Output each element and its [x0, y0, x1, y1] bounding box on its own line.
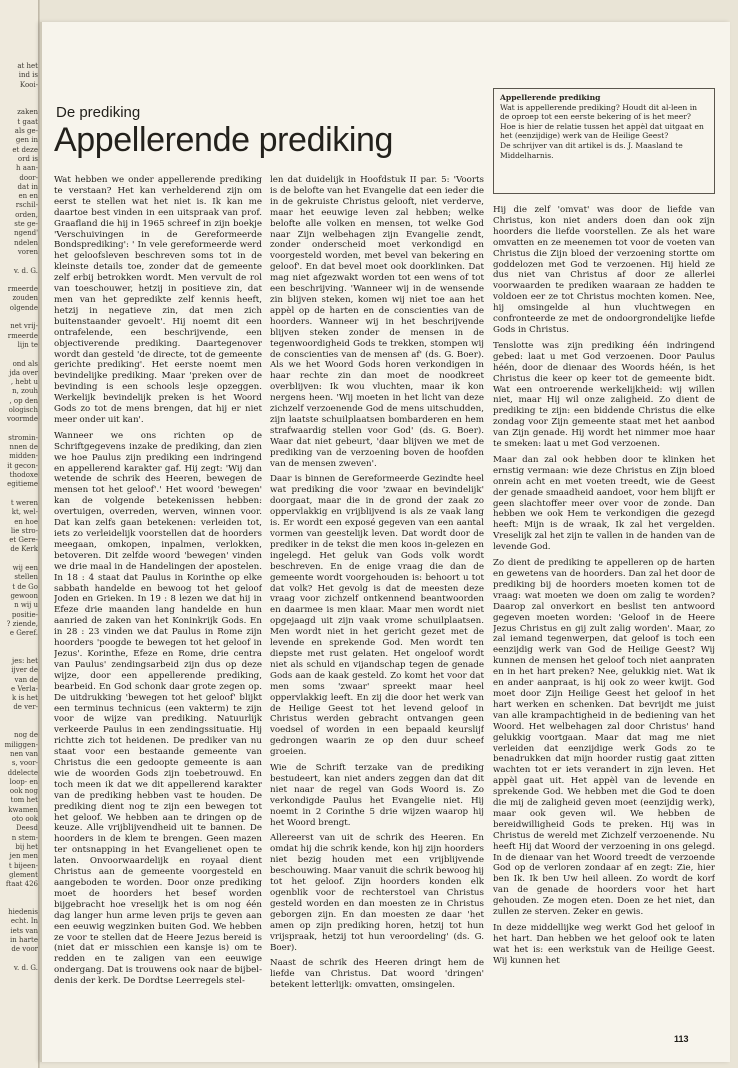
previous-page-edge — [0, 0, 40, 1068]
article-column-1 — [54, 175, 262, 1055]
page-gutter — [40, 22, 42, 1062]
article-infobox — [493, 88, 715, 194]
article-column-3 — [493, 205, 715, 1005]
paragraph: Zo dient de prediking te appelleren op de harten en gewetens van de hoorders. Dan zal het door de prediking bij de hoorders moeten komen tot de vraag: wat moeten we doen om zalig te worden? Daarop zal onverkort en beslist ten antwoord gegeven moeten worden: 'Geloof in de Heere Jezus Christus en gij zult zalig worden'. Maar, zo zal iemand tegenwerpen, dat geloof is toch een eenzijdig werk van God de Heilige Geest? Wij kunnen de mensen het geloof toch niet aanpraten en in het hart preken? Nee, gelukkig niet. Wat ik en ander aanpraat, is hij ook zo weer kwijt. God moet door Zijn Heilige Geest het geloof in het hart werken en schenken. Dat bevrijdt me juist van alle krampachtigheid in de bediening van het Woord. Het welbehagen zal door Christus' hand gelukkig voortgaan. Maar dat mag me niet verleiden dat eenzijdige werk Gods zo te benadrukken dat mijn hoorder rustig gaat zitten wachten tot er iets verandert in zijn leven. Het appèl gaat uit. Het appèl van de levende en sprekende God. We hebben met die God te doen die mij de zaligheid geven moet (eenzijdig werk), maar ook geven wil. We hebben de bereidwilligheid Gods te preken. Hij was in Christus de wereld met Zichzelf verzoenende. Nu heeft Hij dat Woord der verzoening in ons gelegd. In de dienaar van het Woord treedt de verzoende God op de verloren zondaar af en zegt: Zie, hier ben Ik. Ik ben Uw heil alleen. Zo wordt de korf van de genade de hoorders voor het hart gehouden. Ze mogen eten. Doen ze het niet, dan zullen ze sterven. Zeker en gewis. — [493, 558, 715, 918]
paragraph: Wat hebben we onder appellerende prediking te verstaan? Het kan verhelderend zijn om eerst te stellen wat het niet is. Ik kan me daartoe best vinden in een uitspraak van prof. Graafland die hij in 1965 schreef in zijn boekje 'Verschuivingen in de Gereformeerde Bondsprediking': ' In vele gereformeerde werd het geloofsleven beschreven soms tot in de kleinste details toe, zonder dat de gemeente zelf erbij betrokken wordt. Men vervult de rol van toeschouwer, hetzij in positieve zin, dat men van het gepredikte zelf kennis heeft, hetzij in negatieve zin, dat men zich buitenstaander gevoelt'. Hij noemt dit een ontrafelende, een beschrijvende, een objectiverende prediking. Daartegenover wordt dan gesteld 'de directe, tot de gemeente gerichte prediking'. Het eerste noemt men bevindelijke prediking. Maar 'preken over de bevinding is een schools lesje opzeggen. Werkelijk bevindelijk preken is het Woord Gods zo tot de mens brengen, dat hij er niet meer onder uit kan'. — [54, 175, 262, 425]
magazine-page — [40, 22, 730, 1062]
paragraph: Daar is binnen de Gereformeerde Gezindte heel wat prediking die voor 'zwaar en bevindelijk' doorgaat, maar die in de grond der zaak zo oppervlakkig en vrijblijvend is als ze vaak lang is. Er wordt een exposé gegeven van een aantal vormen van geestelijk leven. Dat wordt door de prediker in de tekst die men koos in-gelezen en ingelegd. Het geluk van Gods volk wordt beschreven. En de enige vraag die dan de gemeente wordt voorgehouden is: behoort u tot dat volk? Het gevolg is dat de meesten deze vraag voor zichzelf ontkennend beantwoorden en daarmee is men klaar. Maar men wordt niet opgejaagd uit zijn vaak vrome schuilplaatsen. Men wordt niet in het gericht gezet met de levende en sprekende God. Men wordt ten diepste met rust gelaten. Het ongeloof wordt niet als schuld en vijandschap tegen de genade Gods aan de kaak gesteld. Zo komt het voor dat men soms 'zwaar' spreekt maar heel oppervlakkig leeft. En zij die door het werk van de Heilige Geest tot het levend geloof in Christus werden gebracht ontvangen geen voedsel of worden in een bepaald keurslijf gedrongen waarin ze op den duur scheef groeien. — [270, 474, 484, 758]
paragraph: Wie de Schrift terzake van de prediking bestudeert, kan niet anders zeggen dan dat dit niet naar de regel van Gods Woord is. Zo verkondigde Paulus het Evangelie niet. Hij noemt in 2 Corinthe 5 drie wijzen waarop hij het Woord brengt. — [270, 763, 484, 828]
paragraph: Wanneer we ons richten op de Schriftgegevens inzake de prediking, dan zien we hoe Paulus zijn prediking een indringend en appellerend karakter gaf. Hij zegt: 'Wij dan wetende de schrik des Heeren, bewegen de mensen tot het geloof'.' Het woord 'bewegen' kan de volgende betekenissen hebben: overtuigen, overreden, werven, winnen voor. Dat kan zelfs gaan betekenen: verleiden tot, iets zo verleidelijk voorstellen dat de hoorders meegaan, omkopen, inpalmen, verlokken, betoveren. Dit zelfde woord 'bewegen' vinden we drie maal in de Handelingen der apostelen. In 18 : 4 staat dat Paulus in Korinthe op elke sabbath handelde en bewoog tot het geloof Joden en Grieken. In 19 : 8 lezen we dat hij in Efeze drie maanden lang handelde en hun aanried de zaken van het Koninkrijk Gods. En in 28 : 23 vinden we dat Paulus in Rome zijn hoorders 'poogde te bewegen tot het geloof in Jezus'. Korinthe, Efeze en Rome, drie centra van Paulus' zendingsarbeid zijn dus op deze wijze, door een appellerende prediking, bearbeid. En God schonk daar grote zegen op. De uitdrukking 'bewegen tot het geloof' blijkt een terminus technicus (een vakterm) te zijn voor de wijze van prediking. Natuurlijk verkeerde Paulus in een zendingssituatie. Hij richtte zich tot heidenen. De prediker van nu staat voor een bestaande gemeente van Christus die een gedoopte gemeente is aan wie de woorden Gods zijn toebetrouwd. En toch meen ik dat we dit appellerend karakter van de prediking hebben vast te houden. De prediking dient nog te zijn een bewegen tot het geloof. We hebben aan te dringen op de keuze. Alle vrijblijvendheid uit te bannen. De hoorders in de klem te brengen. Geen mazen ter ontsnapping in het Evangelienet open te laten. Onvoorwaardelijk en royaal dient Christus aan de gemeente voorgesteld en aangeboden te worden. Door onze prediking moet de hoorders het besef worden bijgebracht hoe vreselijk het is om nog één dag langer hun arme leven prijs te geven aan een eeuwig wegzinken buiten God. We hebben ze voor te stellen dat de Heere Jezus bereid is (niet dat er misschien een kansje is) om te redden en te zaligen van een eeuwige ondergang. Dat is trouwens ook naar de bijbeldenis der kerk. De Dordtse Leerregels stel- — [54, 430, 262, 987]
paragraph: len dat duidelijk in Hoofdstuk II par. 5: 'Voorts is de belofte van het Evangelie dat een ieder die in de gekruiste Christus gelooft, niet verderve, maar het eeuwige leven zal hebben; welke belofte alle volken en mensen, tot welke God naar Zijn welbehagen zijn Evangelie zendt, zonder onderscheid moet verkondigd en voorgesteld worden, met bevel van bekering en geloof'. En dat bevel moet ook doorklinken. Dat mag niet afgezwakt worden tot een wens of tot een beschrijving. 'Wanneer wij in de wensende zin blijven steken, komen wij niet toe aan het appèl op de harten en de conscienties van de hoorders. Wanneer wij in het beschrijvende blijven steken zonder de mensen in de tegenwoordigheid Gods te trekken, stompen wij de conscienties van de mensen af' (ds. G. Boer). Als we het Woord Gods horen verkondigen in haar rechte zin dan moet de noodkreet overblijven: Ik wou vluchten, maar ik kon nergens heen. 'Wij moeten in het licht van deze zichzelf verzoenende God de mens uitschudden, zijn laatste schuilplaatsen bombarderen en hem strafwaardig stellen voor God' (ds. G. Boer). Waar dat niet gebeurt, 'daar blijven we met de prediking van de verzoening boven de hoofden van de mensen zweven'. — [270, 175, 484, 469]
article-column-2 — [270, 175, 484, 1055]
article-title: Appellerende prediking — [54, 121, 394, 159]
paragraph: Tenslotte was zijn prediking één indringend gebed: laat u met God verzoenen. Door Paulus héén, door de dienaar des Woords héén, is het Christus die keer op keer tot de gemeente bidt. Wat een ontroerende werkelijkheid: wij willen niet, maar Hij wil onze zaligheid. Zo dient de prediking te zijn: een biddende Christus die elke zondag voor Zijn gemeente staat met het aanbod van Zijn genade. Hij wordt het nimmer moe haar te smeken: laat u met God verzoenen. — [493, 340, 715, 450]
previous-page-text: at het ind is Kooi- zaken t gaat als ge- gen in et deze ord is h aan- door- dat in en en rschil- orden, ste ge- ngend' ndelen voren v. d. G. rmeerde zouden olgende net vrij- rmeerde lijn te ond als jda over , hebt u n, zouh , op den ologisch voormde stromin- nnen de midden- it gecon- thodoxe egitieme t weren kt, wel- en hoe lie stro- et Gere- de Kerk wij een stellen t de Go gewoon n wij u positie- ? ziende, e Geref. jes: het ijver de van de e Verla- k is het de ver- nog de miliggen- nen van s, voor- ddelecte loop- en ook nog tom het kwamen oto ook Deesd n stem- bij het jen men t bijeen- glement ftaat 426 hiedenis echt. In iets van in harte de voor v. d. G. — [4, 62, 38, 972]
paragraph: Hij die zelf 'omvat' was door de liefde van Christus, kon niet anders doen dan ook zijn hoorders die liefde voorstellen. Ze als het ware omvatten en ze meenemen tot voor de voeten van Christus die Zijn bloed der verzoening stortte om goddelozen met God te verzoenen. Hij hield ze dus niet van Christus af door ze allerlei voorwaarden te prediken waaraan ze hadden te voldoen eer ze tot Christus mochten komen. Nee, hij omsingelde al hun vluchtwegen en confronteerde ze met de ondoorgrondelijke liefde Gods in Christus. — [493, 205, 715, 335]
paragraph: Naast de schrik des Heeren dringt hem de liefde van Christus. Dat woord 'dringen' betekent letterlijk: omvatten, omsingelen. — [270, 958, 484, 991]
infobox-heading: Appellerende prediking — [500, 93, 601, 102]
page-number: 113 — [674, 1034, 689, 1044]
paragraph: Allereerst van uit de schrik des Heeren. En omdat hij die schrik kende, kon hij zijn hoorders niet bezig houden met een vrijblijvende beschouwing. Maar vanuit die schrik bewoog hij tot het geloof. Zijn hoorders konden elk ogenblik voor de rechterstoel van Christus gesteld worden en dan moesten ze in Christus geborgen zijn. En dan moesten ze daar 'het amen op zijn prediking horen, hetzij tot hun vrijspraak, hetzij tot hun veroordeling' (ds. G. Boer). — [270, 833, 484, 953]
article-kicker: De prediking — [56, 104, 141, 121]
paragraph: Maar dan zal ook hebben door te klinken het ernstig vermaan: wie deze Christus en Zijn bloed onrein acht en met voeten treedt, wie de Geest der genade smaadheid aandoet, voor hem blijft er geen slachtoffer meer over voor de zonde. Dan hebben we ook Hem te verkondigen die gezegd heeft: Mijn is de wraak, Ik zal het vergelden. Vreselijk zal het zijn te vallen in de handen van de levende God. — [493, 454, 715, 553]
paragraph: In deze middellijke weg werkt God het geloof in het hart. Dan hebben we het geloof ook te laten wat het is: een werkstuk van de Heilige Geest. Wij kunnen het — [493, 923, 715, 966]
infobox-body: Wat is appellerende prediking? Houdt dit al-leen in de oproep tot een eerste bekering of is het meer? Hoe is hier de relatie tussen het appèl dat uitgaat en het (eenzijdige) werk van de Heilige Geest? — [500, 102, 704, 141]
infobox-author: De schrijver van dit artikel is ds. J. Maasland te Middelharnis. — [500, 140, 683, 160]
